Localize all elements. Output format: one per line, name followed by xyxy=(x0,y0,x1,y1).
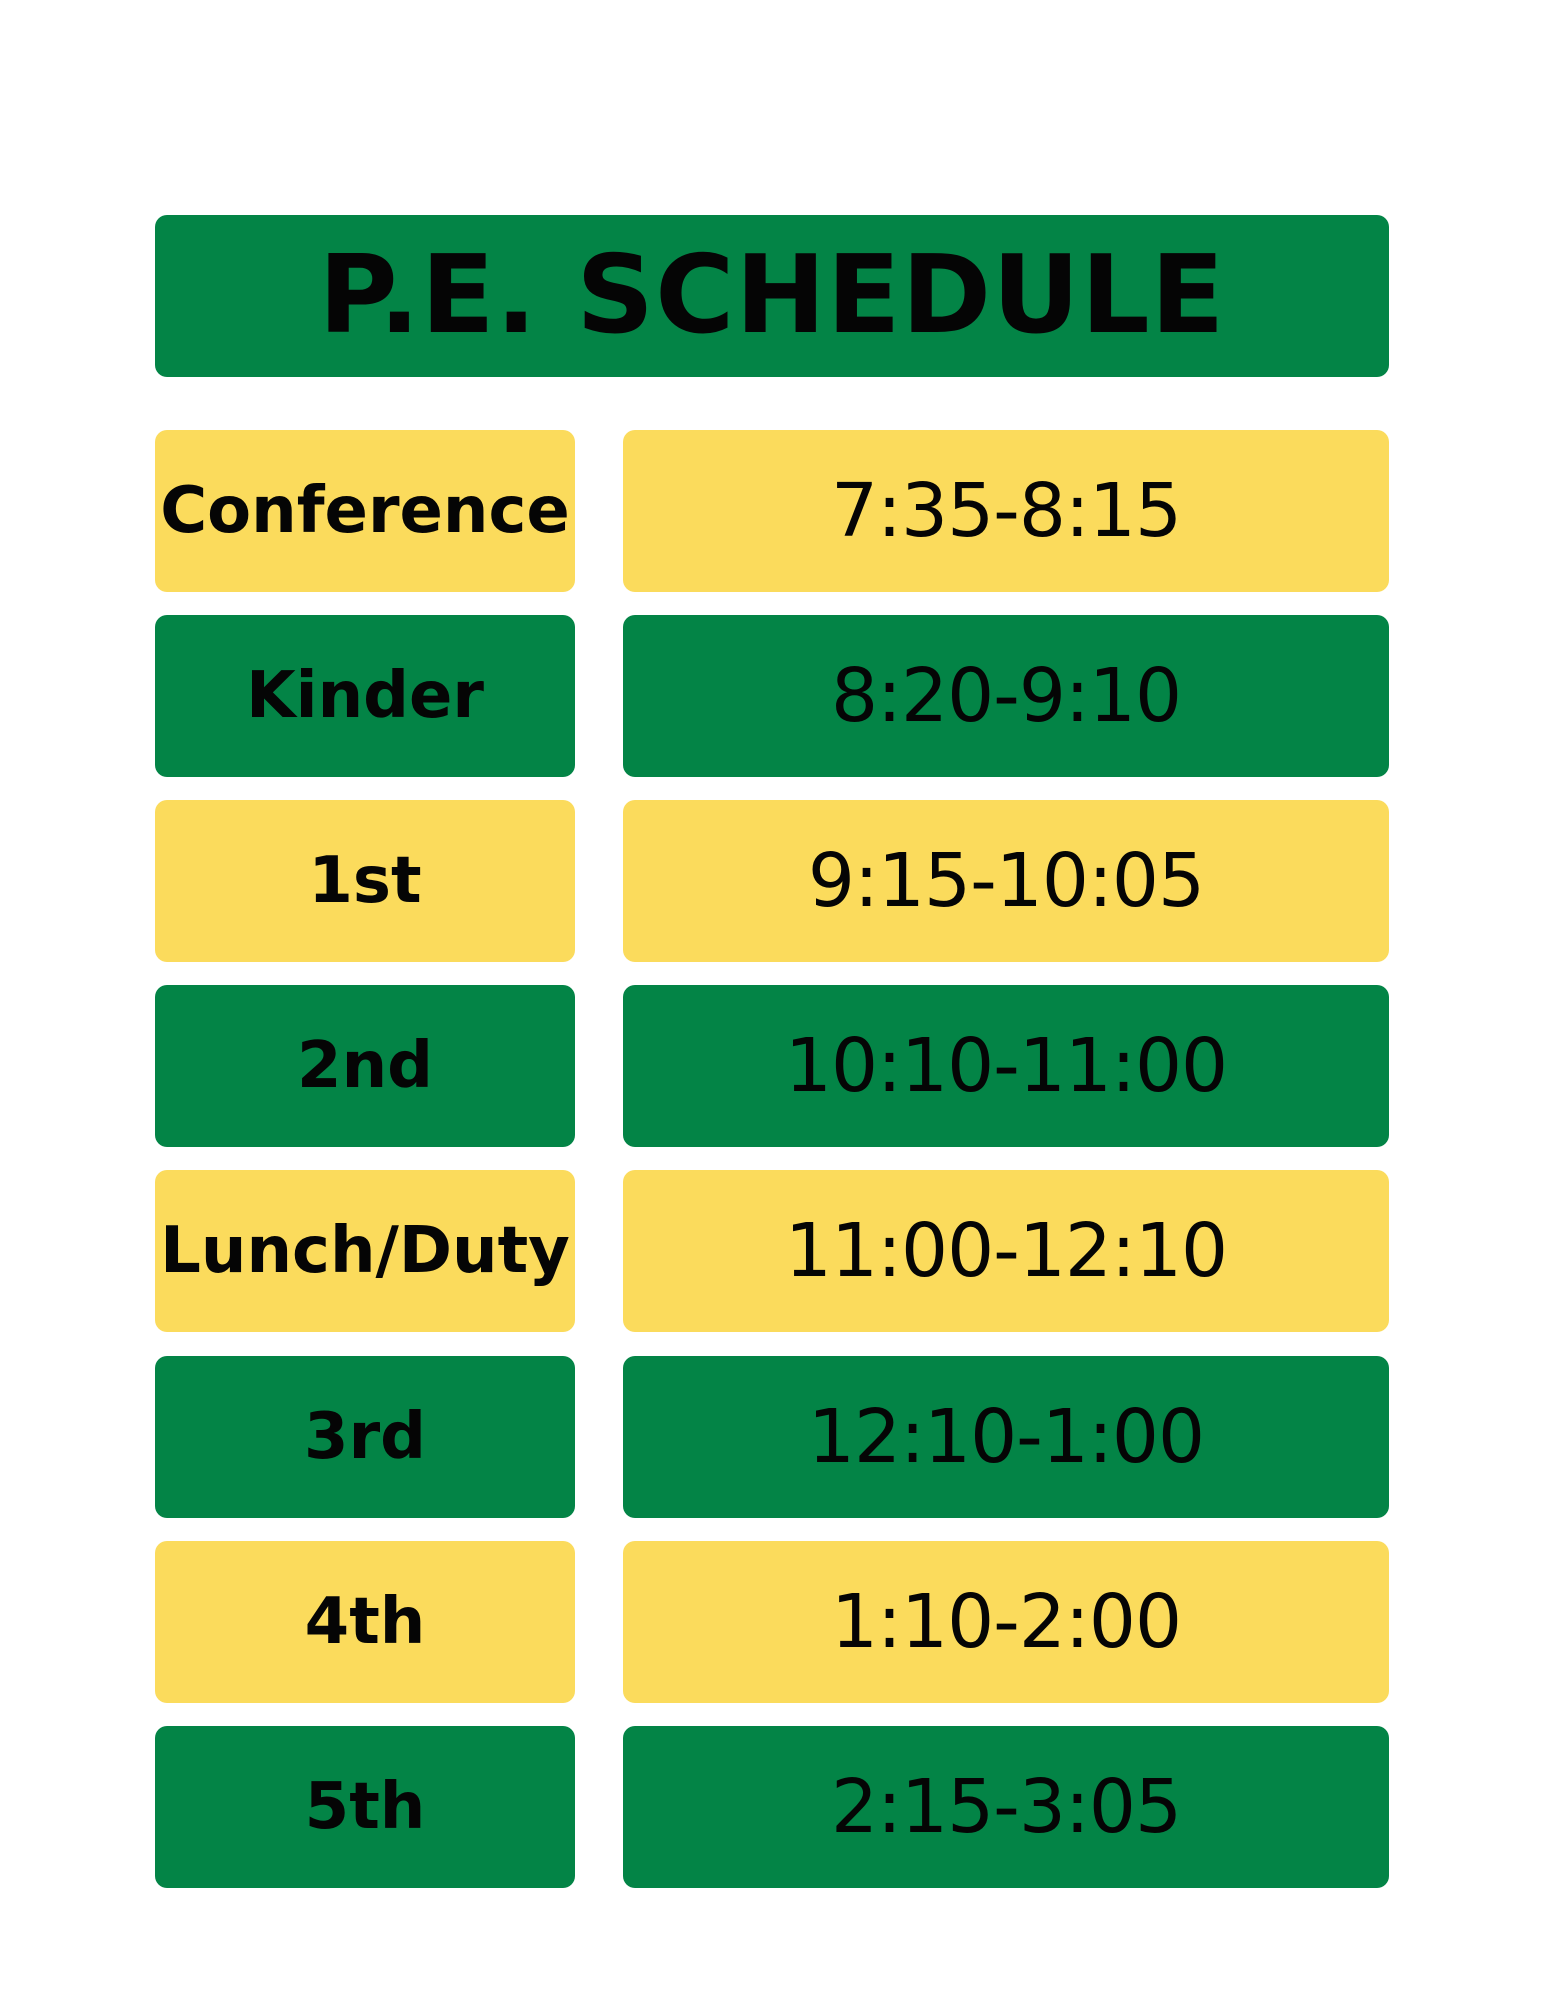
schedule-row-lunch-duty xyxy=(155,1170,1391,1332)
schedule-header xyxy=(155,215,1389,377)
period-time: 1:10-2:00 xyxy=(830,1579,1182,1665)
period-time-cell xyxy=(623,430,1389,592)
period-label-cell xyxy=(155,800,575,962)
period-time: 7:35-8:15 xyxy=(830,468,1182,554)
period-time: 12:10-1:00 xyxy=(807,1394,1205,1480)
period-time-cell xyxy=(623,1170,1389,1332)
period-label: 1st xyxy=(308,844,422,918)
period-label: 3rd xyxy=(304,1400,426,1474)
period-label: Kinder xyxy=(246,659,484,733)
period-time-cell xyxy=(623,1726,1389,1888)
period-label-cell xyxy=(155,985,575,1147)
period-label: 4th xyxy=(304,1585,426,1659)
period-time: 8:20-9:10 xyxy=(830,653,1182,739)
period-label: Conference xyxy=(160,474,570,548)
period-time-cell xyxy=(623,800,1389,962)
schedule-row-4th xyxy=(155,1541,1391,1703)
period-label-cell xyxy=(155,615,575,777)
period-time-cell xyxy=(623,1356,1389,1518)
schedule-row-5th xyxy=(155,1726,1391,1888)
period-label: 5th xyxy=(304,1770,426,1844)
period-time-cell xyxy=(623,615,1389,777)
schedule-row-3rd xyxy=(155,1356,1391,1518)
period-label-cell xyxy=(155,1170,575,1332)
period-label-cell xyxy=(155,1726,575,1888)
period-time: 2:15-3:05 xyxy=(830,1764,1182,1850)
schedule-row-conference xyxy=(155,430,1391,592)
period-label: Lunch/Duty xyxy=(160,1214,570,1288)
schedule-row-kinder xyxy=(155,615,1391,777)
schedule-row-1st xyxy=(155,800,1391,962)
period-time-cell xyxy=(623,985,1389,1147)
period-label-cell xyxy=(155,1356,575,1518)
schedule-row-2nd xyxy=(155,985,1391,1147)
period-label: 2nd xyxy=(297,1029,433,1103)
period-time: 9:15-10:05 xyxy=(807,838,1205,924)
period-time-cell xyxy=(623,1541,1389,1703)
period-label-cell xyxy=(155,1541,575,1703)
period-time: 10:10-11:00 xyxy=(784,1023,1228,1109)
period-time: 11:00-12:10 xyxy=(784,1208,1228,1294)
period-label-cell xyxy=(155,430,575,592)
page-title: P.E. SCHEDULE xyxy=(318,233,1226,358)
